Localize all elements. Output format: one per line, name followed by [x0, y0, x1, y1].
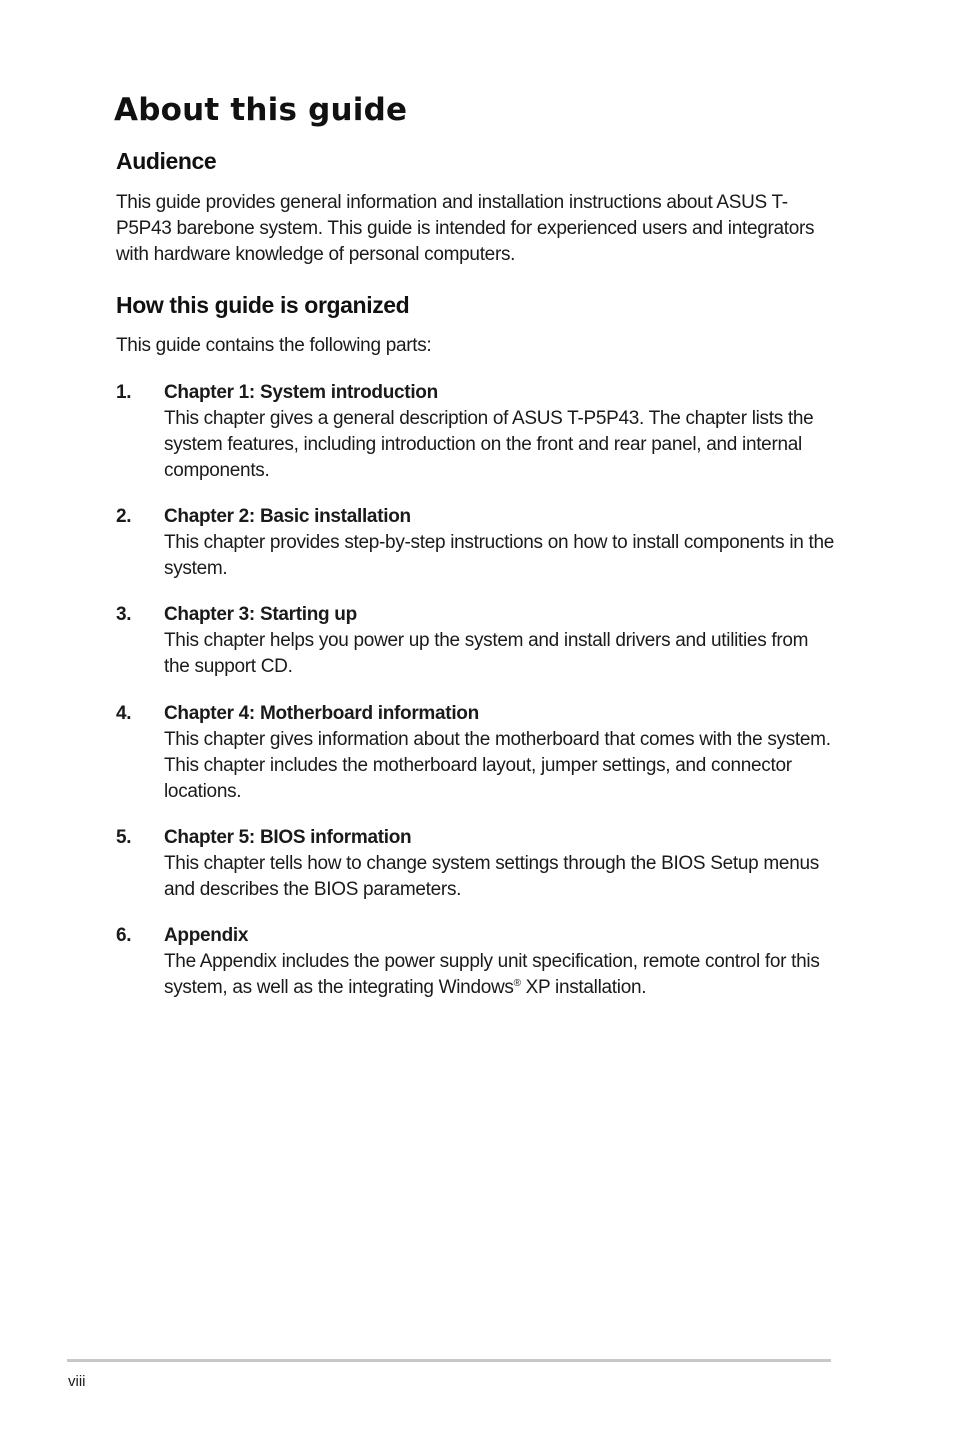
item-description: This chapter provides step-by-step instructions on how to install components in the system.	[164, 532, 835, 579]
chapter-list-item	[116, 701, 836, 805]
item-number: 3.	[116, 604, 132, 625]
item-description: This chapter tells how to change system settings through the BIOS Setup menus and describes the BIOS parameters.	[164, 853, 819, 900]
page-number: viii	[68, 1373, 86, 1390]
audience-text: This guide provides general information and installation instructions about ASUS T-P5P43 barebone system. This guide is intended for experienced users and integrators with hardware knowledge of personal computers.	[116, 192, 815, 265]
item-number: 5.	[116, 827, 132, 848]
item-description-text: The Appendix includes the power supply unit specification, remote control for this system, as well as the integrating Windows	[164, 951, 820, 998]
page-title: About this guide	[114, 92, 408, 128]
item-description: This chapter helps you power up the system and install drivers and utilities from the support CD.	[164, 630, 809, 677]
item-title: Appendix	[164, 925, 249, 946]
item-number: 4.	[116, 703, 132, 724]
item-number: 1.	[116, 382, 132, 403]
registered-mark: ®	[513, 978, 521, 989]
chapter-list-item	[116, 923, 836, 1001]
item-title: Chapter 1: System introduction	[164, 382, 438, 403]
chapter-list-item	[116, 602, 836, 680]
organization-heading: How this guide is organized	[116, 292, 410, 318]
chapter-list-item	[116, 380, 836, 484]
footer-divider	[67, 1359, 831, 1362]
item-title: Chapter 2: Basic installation	[164, 506, 411, 527]
organization-intro: This guide contains the following parts:	[116, 335, 432, 356]
item-title: Chapter 3: Starting up	[164, 604, 357, 625]
item-description: This chapter gives a general description of ASUS T-P5P43. The chapter lists the system features, including introduction on the front and rear panel, and internal components.	[164, 408, 814, 481]
item-title: Chapter 4: Motherboard information	[164, 703, 479, 724]
item-number: 2.	[116, 506, 132, 527]
item-title: Chapter 5: BIOS information	[164, 827, 412, 848]
chapter-list-item	[116, 504, 836, 582]
item-description-text-end: XP installation.	[520, 977, 647, 998]
audience-heading: Audience	[116, 148, 217, 174]
item-number: 6.	[116, 925, 132, 946]
item-description: This chapter gives information about the motherboard that comes with the system. This chapter includes the motherboard layout, jumper settings, and connector locations.	[164, 729, 831, 802]
item-description	[164, 949, 836, 1001]
chapter-list-item	[116, 825, 836, 903]
